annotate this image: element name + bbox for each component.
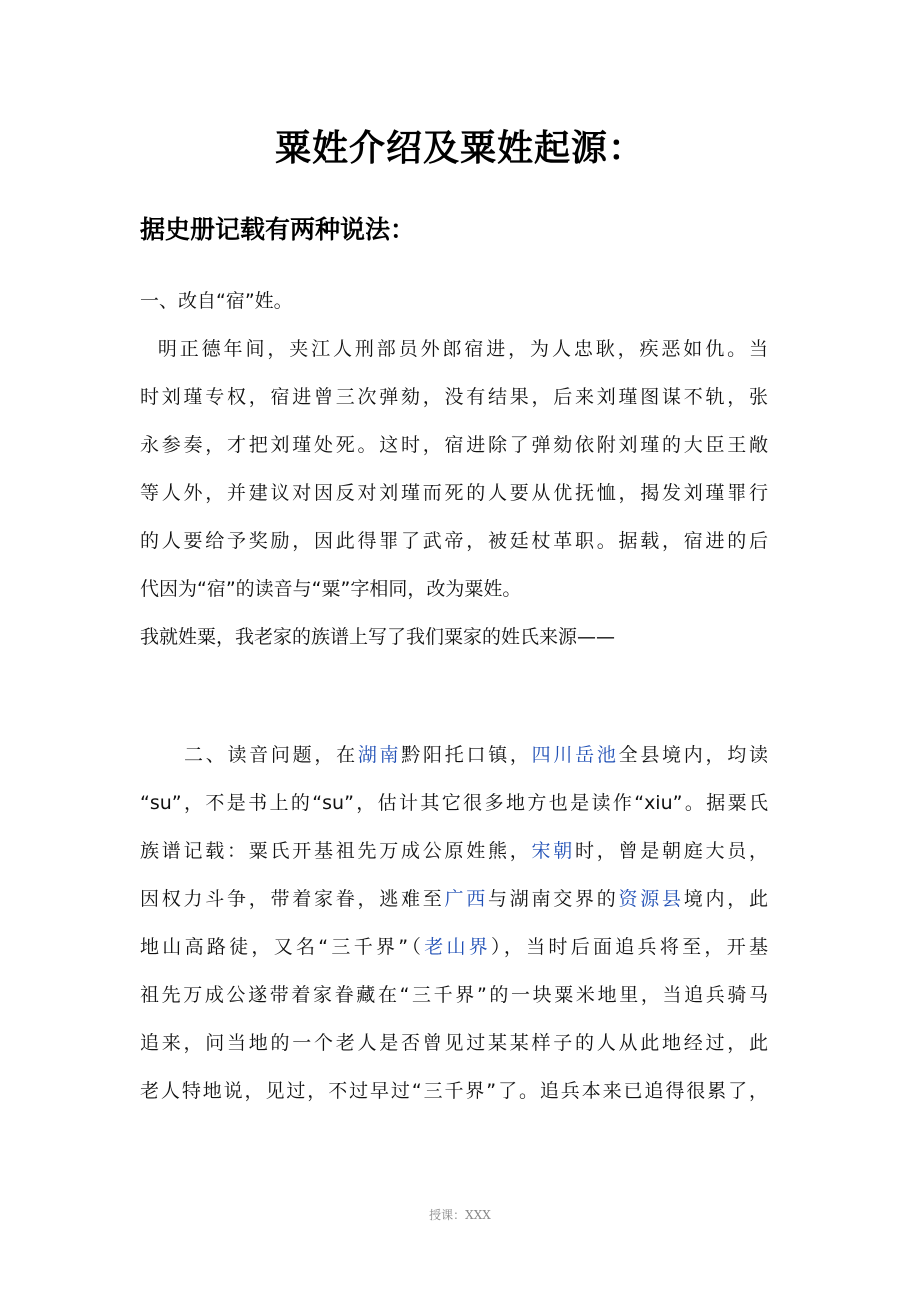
- section2-line-3: 族谱记载：粟氏开基祖先万成公原姓熊，宋朝时，曾是朝庭大员，: [140, 840, 768, 862]
- section1-line-1: 明正德年间，夹江人刑部员外郎宿进，为人忠耿，疾恶如仇。当: [140, 338, 768, 360]
- link-hunan[interactable]: 湖南: [357, 744, 402, 766]
- link-sichuan-yuechi[interactable]: 四川岳池: [531, 744, 619, 766]
- section1-line-3: 永参奏，才把刘瑾处死。这时，宿进除了弹劾依附刘瑾的大臣王敞: [140, 434, 768, 456]
- section2-line-2: “su”，不是书上的“su”，估计其它很多地方也是读作“xiu”。据粟氏: [140, 792, 768, 814]
- section2-line-8: 老人特地说，见过，不过早过“三千界”了。追兵本来已追得很累了，: [140, 1080, 768, 1102]
- link-guangxi[interactable]: 广西: [444, 888, 488, 910]
- section1-line-5: 的人要给予奖励，因此得罪了武帝，被廷杖革职。据载，宿进的后: [140, 530, 768, 552]
- section2-line-6: 祖先万成公遂带着家眷藏在“三千界”的一块粟米地里，当追兵骑马: [140, 984, 768, 1006]
- section1-line-4: 等人外，并建议对因反对刘瑾而死的人要从优抚恤，揭发刘瑾罪行: [140, 482, 768, 504]
- link-song-dynasty[interactable]: 宋朝: [531, 840, 575, 862]
- section2-line-5: 地山高路徒，又名“三千界”（老山界），当时后面追兵将至，开基: [140, 936, 768, 958]
- section2-line-1: 二、读音问题，在湖南黔阳托口镇，四川岳池全县境内，均读: [184, 744, 768, 766]
- link-laoshanjie[interactable]: 老山界: [424, 936, 492, 958]
- page-title: 粟姓介绍及粟姓起源：: [274, 127, 645, 169]
- section1-heading: 一、改自“宿”姓。: [140, 290, 293, 312]
- section1-line-2: 时刘瑾专权，宿进曾三次弹劾，没有结果，后来刘瑾图谋不轨，张: [140, 386, 768, 408]
- subtitle: 据史册记载有两种说法：: [140, 215, 416, 244]
- page-footer: 授课：XXX: [429, 1208, 491, 1222]
- section2-line-7: 追来，问当地的一个老人是否曾见过某某样子的人从此地经过，此: [140, 1032, 768, 1054]
- section2-line-4: 因权力斗争，带着家眷，逃难至广西与湖南交界的资源县境内，此: [140, 888, 768, 910]
- section1-line-6: 代因为“宿”的读音与“粟”字相同，改为粟姓。: [140, 578, 522, 600]
- link-ziyuan-county[interactable]: 资源县: [618, 888, 684, 910]
- section1-note: 我就姓粟，我老家的族谱上写了我们粟家的姓氏来源——: [140, 626, 616, 648]
